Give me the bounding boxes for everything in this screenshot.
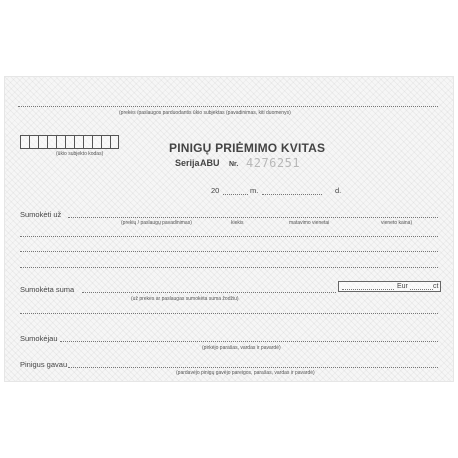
eur-label: Eur bbox=[397, 283, 408, 290]
code-caption: (ūkio subjekto kodas) bbox=[56, 151, 104, 157]
company-code-boxes[interactable] bbox=[20, 135, 119, 149]
payment-for-label: Sumokėti už bbox=[20, 210, 62, 219]
code-digit-box[interactable] bbox=[29, 135, 38, 149]
amount-box[interactable] bbox=[338, 281, 441, 292]
amount-line-2[interactable] bbox=[20, 313, 438, 314]
amount-label: Sumokėta suma bbox=[20, 285, 75, 294]
seller-caption: (prekės /paslaugos parduodantis ūkio subjektas (pavadinimas, kiti duomenys) bbox=[119, 110, 291, 116]
amount-eur-field[interactable] bbox=[342, 289, 394, 290]
payment-for-line-4[interactable] bbox=[20, 267, 438, 268]
ct-label: ct bbox=[433, 283, 439, 290]
date-day-label: d. bbox=[335, 186, 342, 195]
quantity-caption: kiekis bbox=[231, 220, 244, 226]
receipt-title: PINIGŲ PRIĖMIMO KVITAS bbox=[169, 141, 326, 155]
receipt-form bbox=[4, 76, 454, 382]
amount-words-line[interactable] bbox=[82, 292, 336, 293]
date-year-prefix: 20 bbox=[211, 186, 220, 195]
receiver-caption: (pardavėjo pinigų gavėjo pareigos, parašas, vardas ir pavardė) bbox=[176, 370, 315, 376]
payer-label: Sumokėjau bbox=[20, 334, 58, 343]
unit-price-caption: vieneto kaina) bbox=[381, 220, 413, 226]
code-digit-box[interactable] bbox=[38, 135, 47, 149]
payer-caption: (pirkėjo parašas, vardas ir pavardė) bbox=[202, 345, 281, 351]
number-label: Nr. bbox=[229, 161, 239, 168]
code-digit-box[interactable] bbox=[47, 135, 56, 149]
date-month-label: m. bbox=[250, 186, 259, 195]
goods-name-caption: (prekių / paslaugų pavadinimas) bbox=[121, 220, 192, 226]
date-month-field[interactable] bbox=[262, 194, 322, 195]
receiver-label: Pinigus gavau bbox=[20, 360, 68, 369]
code-digit-box[interactable] bbox=[101, 135, 110, 149]
payment-for-line-2[interactable] bbox=[20, 236, 438, 237]
series-label: Serija bbox=[175, 158, 200, 168]
code-digit-box[interactable] bbox=[74, 135, 83, 149]
seller-line[interactable] bbox=[18, 106, 438, 107]
series-value: ABU bbox=[200, 158, 220, 168]
code-digit-box[interactable] bbox=[56, 135, 65, 149]
code-digit-box[interactable] bbox=[65, 135, 74, 149]
amount-caption: (už prekes ar paslaugas sumokėta suma žodžiu) bbox=[131, 296, 239, 302]
receiver-signature-line[interactable] bbox=[68, 367, 438, 368]
payment-for-line-3[interactable] bbox=[20, 251, 438, 252]
code-digit-box[interactable] bbox=[92, 135, 101, 149]
unit-caption: matavimo vienetai bbox=[289, 220, 330, 226]
code-digit-box[interactable] bbox=[83, 135, 92, 149]
code-digit-box[interactable] bbox=[110, 135, 119, 149]
payment-for-line[interactable] bbox=[68, 217, 438, 218]
receipt-number: 4276251 bbox=[246, 156, 301, 170]
payer-signature-line[interactable] bbox=[60, 341, 438, 342]
code-digit-box[interactable] bbox=[20, 135, 29, 149]
date-year-field[interactable] bbox=[223, 194, 248, 195]
amount-ct-field[interactable] bbox=[410, 289, 433, 290]
